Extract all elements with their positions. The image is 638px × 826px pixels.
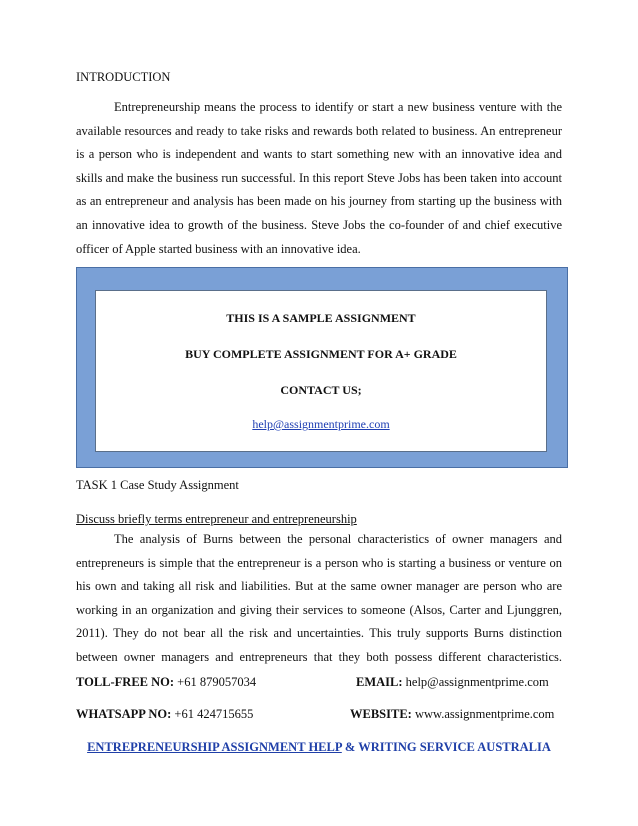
intro-line: skills and make the business run successful. In this report Steve Jobs has been taken into account bbox=[76, 170, 562, 185]
intro-line: as an entrepreneur and analysis has been made on his journey from starting up the business with bbox=[76, 194, 562, 209]
tollfree-value: +61 879057034 bbox=[177, 675, 257, 689]
email-value[interactable]: help@assignmentprime.com bbox=[405, 675, 549, 689]
website-contact bbox=[350, 707, 554, 722]
footer-rest: & WRITING SERVICE AUSTRALIA bbox=[341, 740, 551, 754]
whatsapp-contact bbox=[76, 707, 253, 722]
footer-banner bbox=[0, 740, 638, 755]
intro-line: available resources and ready to take risks and rewards both related to business. An entrepreneur bbox=[76, 123, 562, 138]
task-line: between owner managers and entrepreneurs that they both possess different characteristics. bbox=[76, 649, 562, 664]
website-value[interactable]: www.assignmentprime.com bbox=[414, 707, 555, 721]
task-subheading: Discuss briefly terms entrepreneur and entrepreneurship bbox=[76, 512, 357, 526]
task-line: entrepreneurs is simple that the entrepreneur is a person who is starting a business or venture on bbox=[76, 555, 562, 570]
notice-contact-line: CONTACT US; bbox=[280, 383, 362, 397]
whatsapp-value: +61 424715655 bbox=[174, 707, 254, 721]
intro-line: Entrepreneurship means the process to identify or start a new business venture with the bbox=[114, 100, 562, 114]
tollfree-contact bbox=[76, 675, 256, 690]
task-line: 2011). They do not bear all the risk and uncertainties. This truly supports Burns distinction bbox=[76, 626, 562, 641]
intro-line: is a person who is independent and wants to start something new with an innovative idea and bbox=[76, 147, 562, 162]
task-line: working in an organization and giving their services to someone (Alsos, Carter and Ljunggren, bbox=[76, 602, 562, 617]
intro-line: officer of Apple started business with an innovative idea. bbox=[76, 241, 361, 256]
email-contact bbox=[356, 675, 549, 690]
footer-link[interactable]: ENTREPRENEURSHIP ASSIGNMENT HELP bbox=[87, 740, 342, 754]
task-line: his own and taking all risk and liabilities. But at the same owner manager are person who are bbox=[76, 579, 562, 594]
email-label: EMAIL: bbox=[356, 675, 403, 689]
notice-email-link[interactable]: help@assignmentprime.com bbox=[252, 417, 390, 431]
task-paragraph bbox=[76, 528, 562, 670]
sample-notice-inner bbox=[95, 290, 547, 452]
tollfree-label: TOLL-FREE NO: bbox=[76, 675, 175, 689]
sample-notice-box bbox=[76, 267, 568, 468]
notice-buy-line: BUY COMPLETE ASSIGNMENT FOR A+ GRADE bbox=[185, 347, 457, 361]
intro-line: an innovative idea to growth of the business. Steve Jobs the co-founder of and chief executive bbox=[76, 217, 562, 232]
intro-heading: INTRODUCTION bbox=[76, 70, 171, 84]
task-title: TASK 1 Case Study Assignment bbox=[76, 478, 239, 492]
intro-paragraph bbox=[76, 96, 562, 261]
task-line: The analysis of Burns between the personal characteristics of owner managers and bbox=[114, 532, 562, 546]
notice-sample-title: THIS IS A SAMPLE ASSIGNMENT bbox=[226, 311, 416, 325]
website-label: WEBSITE: bbox=[350, 707, 412, 721]
whatsapp-label: WHATSAPP NO: bbox=[76, 707, 172, 721]
